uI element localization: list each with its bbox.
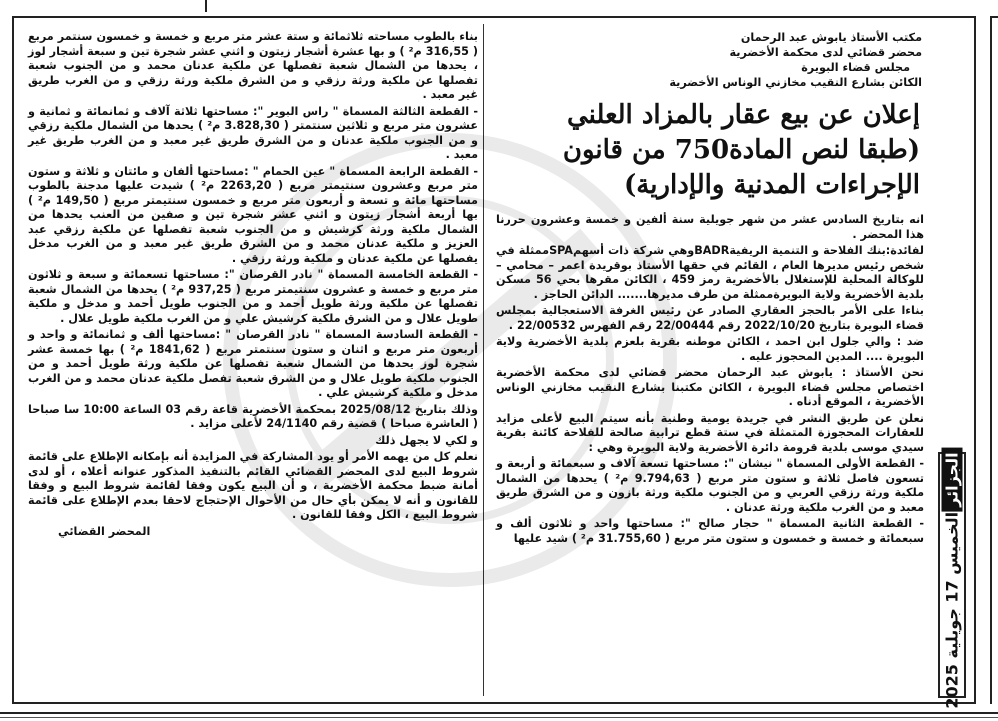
paragraph: نعلن عن طريق النشر في جريدة يومية وطنية بأنه سيتم البيع لأعلى مزايد للعقارات المحجوزة المتمثلة في ستة قطع ترابية صالحة للفلاحة كائنة بقرية سيدي موسى بلدية قرومة دائرة الأخضرية ولاية البويرة وهي : bbox=[496, 411, 924, 454]
paragraph: - القطعة الأولى المسماة " نيشان ": مساحتها تسعة آلاف و سبعمائة و أربعة و تسعون فاصل ثلاثة و ستون متر مربع ( 9.794,63 م² ) يحدها من الشمال ملكية ورثة رزقي العربي و من الجنوب ملكية ورثة بازون و من الشرق طريق معبد و من الغرب ملكية ورثة عدنان . bbox=[496, 457, 924, 514]
office-line: الكائن بشارع النقيب مخازني الوناس الأخضرية bbox=[669, 76, 922, 89]
paragraph: - القطعة الخامسة المسماة " نادر القرصان ": مساحتها تسعمائة و سبعة و ثلاثون متر مربع و خمسة و عشرون سنتيمتر مربع ( 937,25 م² ) يحدها من الشمال شعبة تفصلها عن ملكية ورثة طويل أحمد و من الجنوب طويل أحمد و مدخل و ملكية طويل علال و من الشرق ملكية كرشيش علي و من الغرب ملكية طويل علال . bbox=[28, 268, 478, 325]
announcement-title bbox=[496, 98, 920, 203]
paragraph: - القطعة الثانية المسماة " حجار صالح ": مساحتها واحد و ثلاثون ألف و سبعمائة و خمسة و خمسون و ستون متر مربع ( 31.755,60 م² ) شيد عليها bbox=[496, 517, 924, 545]
title-line: إعلان عن بيع عقار بالمزاد العلني bbox=[566, 100, 920, 130]
paragraph: انه بتاريخ السادس عشر من شهر جويلية سنة ألفين و خمسة وعشرون حررنا هذا المحضر . bbox=[496, 213, 924, 241]
office-line: مجلس قضاء البويرة bbox=[801, 61, 910, 74]
paragraph: - القطعة السادسة المسماة " نادر القرصان " :مساحتها ألف و ثمانمائة و واحد و أربعون متر مربع و اثنان و ستون سنتمتر مربع ( 1841,62 م² ) بها خمسة عشر شجرة لوز يحدها من الشمال شعبة تفصلها عن ملكية ورثة طويل أحمد و من الجنوب ملكية طويل علال و من الشرق شعبة تفصل ملكية عدنان محمد و من الغرب مدخل و ملكية كرشيش علي . bbox=[28, 328, 478, 399]
top-tick bbox=[205, 0, 207, 12]
newspaper-name: الجزائر bbox=[942, 447, 963, 511]
left-column bbox=[28, 30, 478, 541]
right-column bbox=[496, 30, 924, 548]
office-line: مكتب الأستاذ يابوش عبد الرحمان bbox=[740, 31, 922, 44]
office-line: محضر قضائي لدى محكمة الأخضرية bbox=[729, 46, 922, 59]
title-line: الإجراءات المدنية والإدارية) bbox=[623, 170, 920, 200]
date-strip-text bbox=[943, 441, 962, 708]
paragraph: ضد : والي جلول ابن احمد ، الكائن موطنه بقرية بلعزم بلدية الأخضرية ولاية البويرة .... المدين المحجوز عليه . bbox=[496, 335, 924, 363]
signature-text: المحضر القضائي bbox=[58, 524, 151, 538]
paragraph: نحن الأستاذ : يابوش عبد الرحمان محضر قضائي لدى محكمة الأخضرية اختصاص مجلس قضاء البويرة ، الكائن مكتبنا بشارع النقيب مخازني الوناس الأخضرية ، الموقع أدناه . bbox=[496, 366, 924, 408]
paragraph: و لكي لا يجهل ذلك bbox=[375, 433, 478, 447]
paragraph: لفائدة:بنك الفلاحة و التنمية الريفيةBADRوهي شركة ذات أسهمSPAممثلة في شخص رئيس مديرها العام ، القائم في حقها الأستاذ بوقريدة اعمر – محامي – للوكالة المحلية للإستغلال بالأخضرية رمز 459 ، الكائن مقرها بحي 56 مسكن بلدية الأخضرية ولاية البويرةممثلة من طرف مديرها....... الدائن الحاجز . bbox=[496, 244, 924, 301]
signature bbox=[28, 525, 478, 540]
paragraph: - القطعة الرابعة المسماة " عين الحمام " :مساحتها ألفان و مائتان و ثلاثة و ستون متر مربع وعشرون سنتيمتر مربع ( 2263,20 م² ) شيدت عليها مدجنة بالطوب مساحتها مائة و تسعة و أربعون متر مربع و خمسون سنتيمتر مربع ( 149,50 م² ) بها أربعة أشجار زيتون و اثني عشر شجرة تين و صفين من العنب يحدها من الشمال ملكية ورثة كرشيش و من الجنوب شعبة تفصلها عن ملكية رزقي عبد العزيز و ملكية عدنان محمد و من الشرق طريق غير معبد و من الغرب مدخل يفصلها عن ملكية عدنان و ملكية ورثة رزقي . bbox=[28, 164, 478, 265]
adjacent-column-edge bbox=[990, 16, 998, 704]
bottom-rule-thin bbox=[0, 717, 998, 718]
bottom-rule bbox=[0, 712, 998, 714]
issue-date: الخميس 17 جويلية 2025 bbox=[942, 511, 962, 709]
column-divider bbox=[483, 24, 484, 696]
paragraph: بناء بالطوب مساحته ثلاثمائة و ستة عشر متر مربع و خمسة و خمسون سنتمر مربع ( 316,55 م² ) و بها عشرة أشجار زيتون و اثني عشر شجرة تين و سبعة أشجار لوز ، يحدها من الشمال شعبة تفصلها عن ملكية عدنان محمد و من الجنوب شعبة تفصلها عن ملكية ورثة رزقي و من الشرق ملكية ورثة رزقي و من الغرب طريق غير معبد . bbox=[28, 30, 478, 101]
bailiff-office-header bbox=[496, 30, 924, 90]
page-top bbox=[0, 0, 998, 14]
title-line: (طبقا لنص المادة750 من قانون bbox=[562, 135, 920, 165]
paragraph: بناءا على الأمر بالحجز العقاري الصادر عن رئيس الغرفة الاستعجالية بمجلس قضاء البويرة بتاريخ 2022/10/20 رقم 22/00444 رقم الفهرس 22/00532 . bbox=[496, 304, 924, 332]
paragraph: - القطعة الثالثة المسماة " راس البوير ": مساحتها ثلاثة آلاف و ثمانمائة و ثمانية و عشرون متر مربع و ثلاثين سنتمتر ( 3.828,30 م² ) يحدها من الشمال ملكية رزقي و من الجنوب ملكية عدنان و من الشرق طريق غير معبد و من الغرب طريق غير معبد . bbox=[28, 104, 478, 161]
paragraph: وذلك بتاريخ 2025/08/12 بمحكمة الأخضرية قاعة رقم 03 الساعة 10:00 سا صباحا ( العاشرة صباحا ) قضية رقم 24/1140 لأعلى مزايد . bbox=[28, 402, 479, 430]
newspaper-date-strip bbox=[938, 452, 966, 709]
paragraph: نعلم كل من يهمه الأمر أو يود المشاركة في المزايدة أنه بإمكانه الإطلاع على قائمة شروط البيع لدى المحضر القضائي القائم بالتنفيذ المذكور عنوانه أعلاه ، أو لدى أمانة ضبط محكمة الأخضرية ، و أن البيع يكون وفقا لقائمة شروط البيع و وفقا للقانون و أنه لا يمكن بأي حال من الأحوال الإحتجاج لاحقا بعدم الإطلاع على قائمة شروط البيع ، الكل وفقا للقانون . bbox=[28, 450, 478, 521]
